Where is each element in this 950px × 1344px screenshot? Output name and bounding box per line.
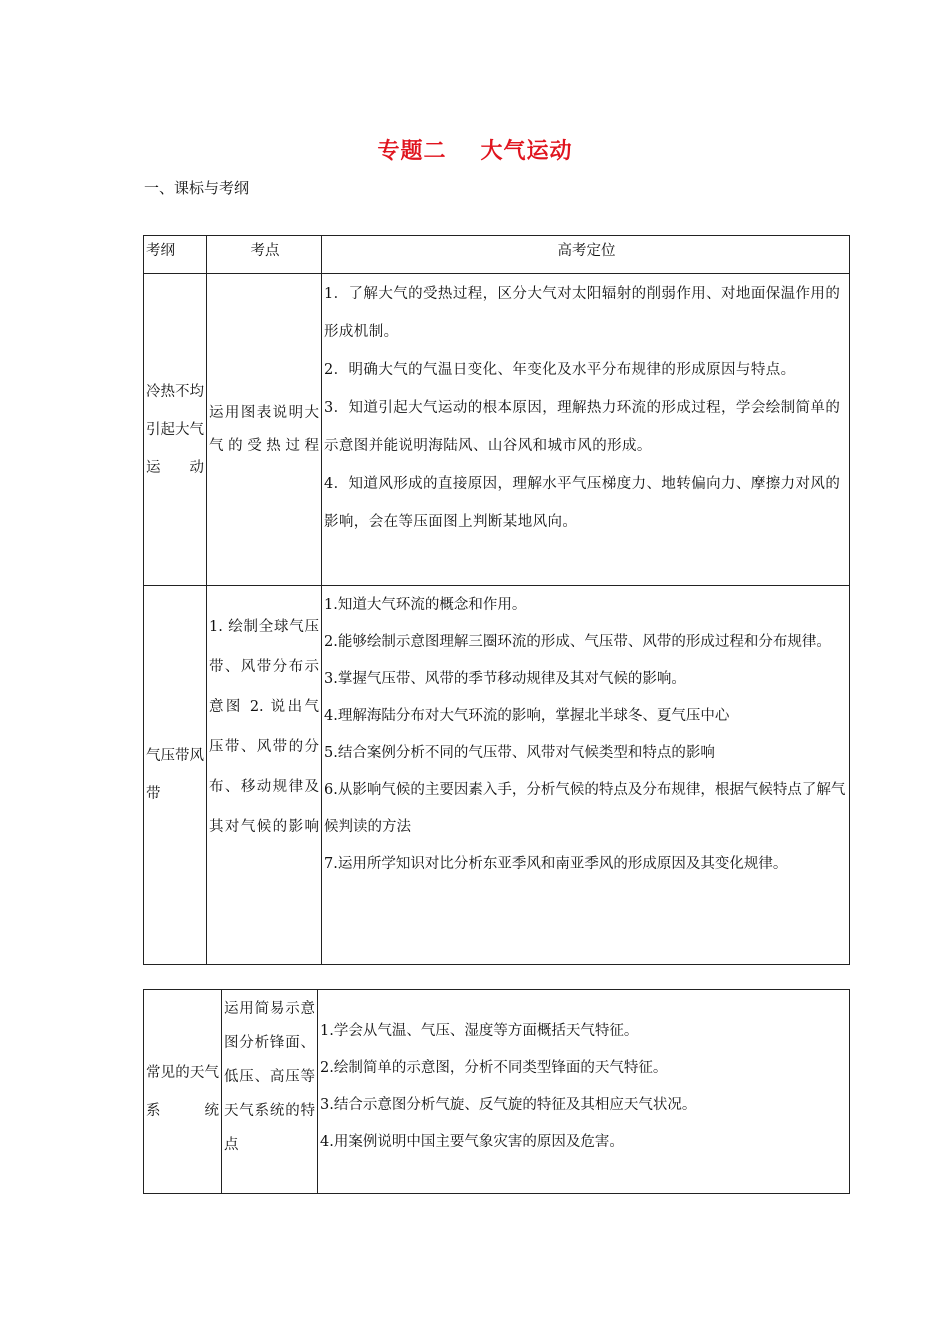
point-cell: 运用简易示意图分析锋面、低压、高压等天气系统的特点 (224, 1001, 315, 1153)
point-cell: 运用图表说明大气的受热过程 (209, 404, 319, 454)
list-item: 7.运用所学知识对比分析东亚季风和南亚季风的形成原因及其变化规律。 (324, 856, 788, 872)
list-item: 4.用案例说明中国主要气象灾害的原因及危害。 (320, 1134, 624, 1150)
header-topic: 考纲 (144, 236, 207, 274)
title-part1: 专题二 (377, 139, 447, 164)
list-item: 1.学会从气温、气压、湿度等方面概括天气特征。 (320, 1023, 639, 1039)
point-cell: 1. 绘制全球气压带、风带分布示意图 2. 说出气压带、风带的分布、移动规律及其对气候的影响 (209, 619, 319, 835)
list-item: 2．明确大气的气温日变化、年变化及水平分布规律的形成原因与特点。 (324, 362, 796, 378)
title-part2: 大气运动 (480, 139, 573, 164)
table-row (144, 586, 850, 965)
list-item: 3.掌握气压带、风带的季节移动规律及其对气候的影响。 (324, 671, 686, 687)
table-row (144, 990, 850, 1194)
topic-cell: 常见的天气系统 (146, 1064, 219, 1119)
header-point: 考点 (207, 236, 322, 274)
list-item: 1.知道大气环流的概念和作用。 (324, 597, 527, 613)
list-item: 3．知道引起大气运动的根本原因，理解热力环流的形成过程，学会绘制简单的示意图并能说明海陆风、山谷风和城市风的形成。 (324, 400, 841, 454)
weather-system-table (143, 989, 850, 1194)
table-row (144, 274, 850, 586)
header-position: 高考定位 (322, 236, 850, 274)
list-item: 4.理解海陆分布对大气环流的影响，掌握北半球冬、夏气压中心 (324, 708, 730, 724)
list-item: 1．了解大气的受热过程，区分大气对太阳辐射的削弱作用、对地面保温作用的形成机制。 (324, 286, 841, 340)
list-item: 4．知道风形成的直接原因，理解水平气压梯度力、地转偏向力、摩擦力对风的影响，会在等压面图上判断某地风向。 (324, 476, 841, 530)
table-header-row (144, 236, 850, 274)
list-item: 2.绘制简单的示意图，分析不同类型锋面的天气特征。 (320, 1060, 668, 1076)
syllabus-table (143, 235, 850, 965)
list-item: 5.结合案例分析不同的气压带、风带对气候类型和特点的影响 (324, 745, 715, 761)
topic-cell: 冷热不均引起大气运动 (146, 383, 204, 476)
section-heading: 一、课标与考纲 (144, 179, 250, 197)
list-item: 3.结合示意图分析气旋、反气旋的特征及其相应天气状况。 (320, 1097, 697, 1113)
page-title (0, 134, 950, 165)
list-item: 2.能够绘制示意图理解三圈环流的形成、气压带、风带的形成过程和分布规律。 (324, 634, 831, 650)
list-item: 6.从影响气候的主要因素入手，分析气候的特点及分布规律，根据气候特点了解气候判读的方法 (324, 782, 846, 835)
topic-cell: 气压带风带 (146, 748, 204, 802)
